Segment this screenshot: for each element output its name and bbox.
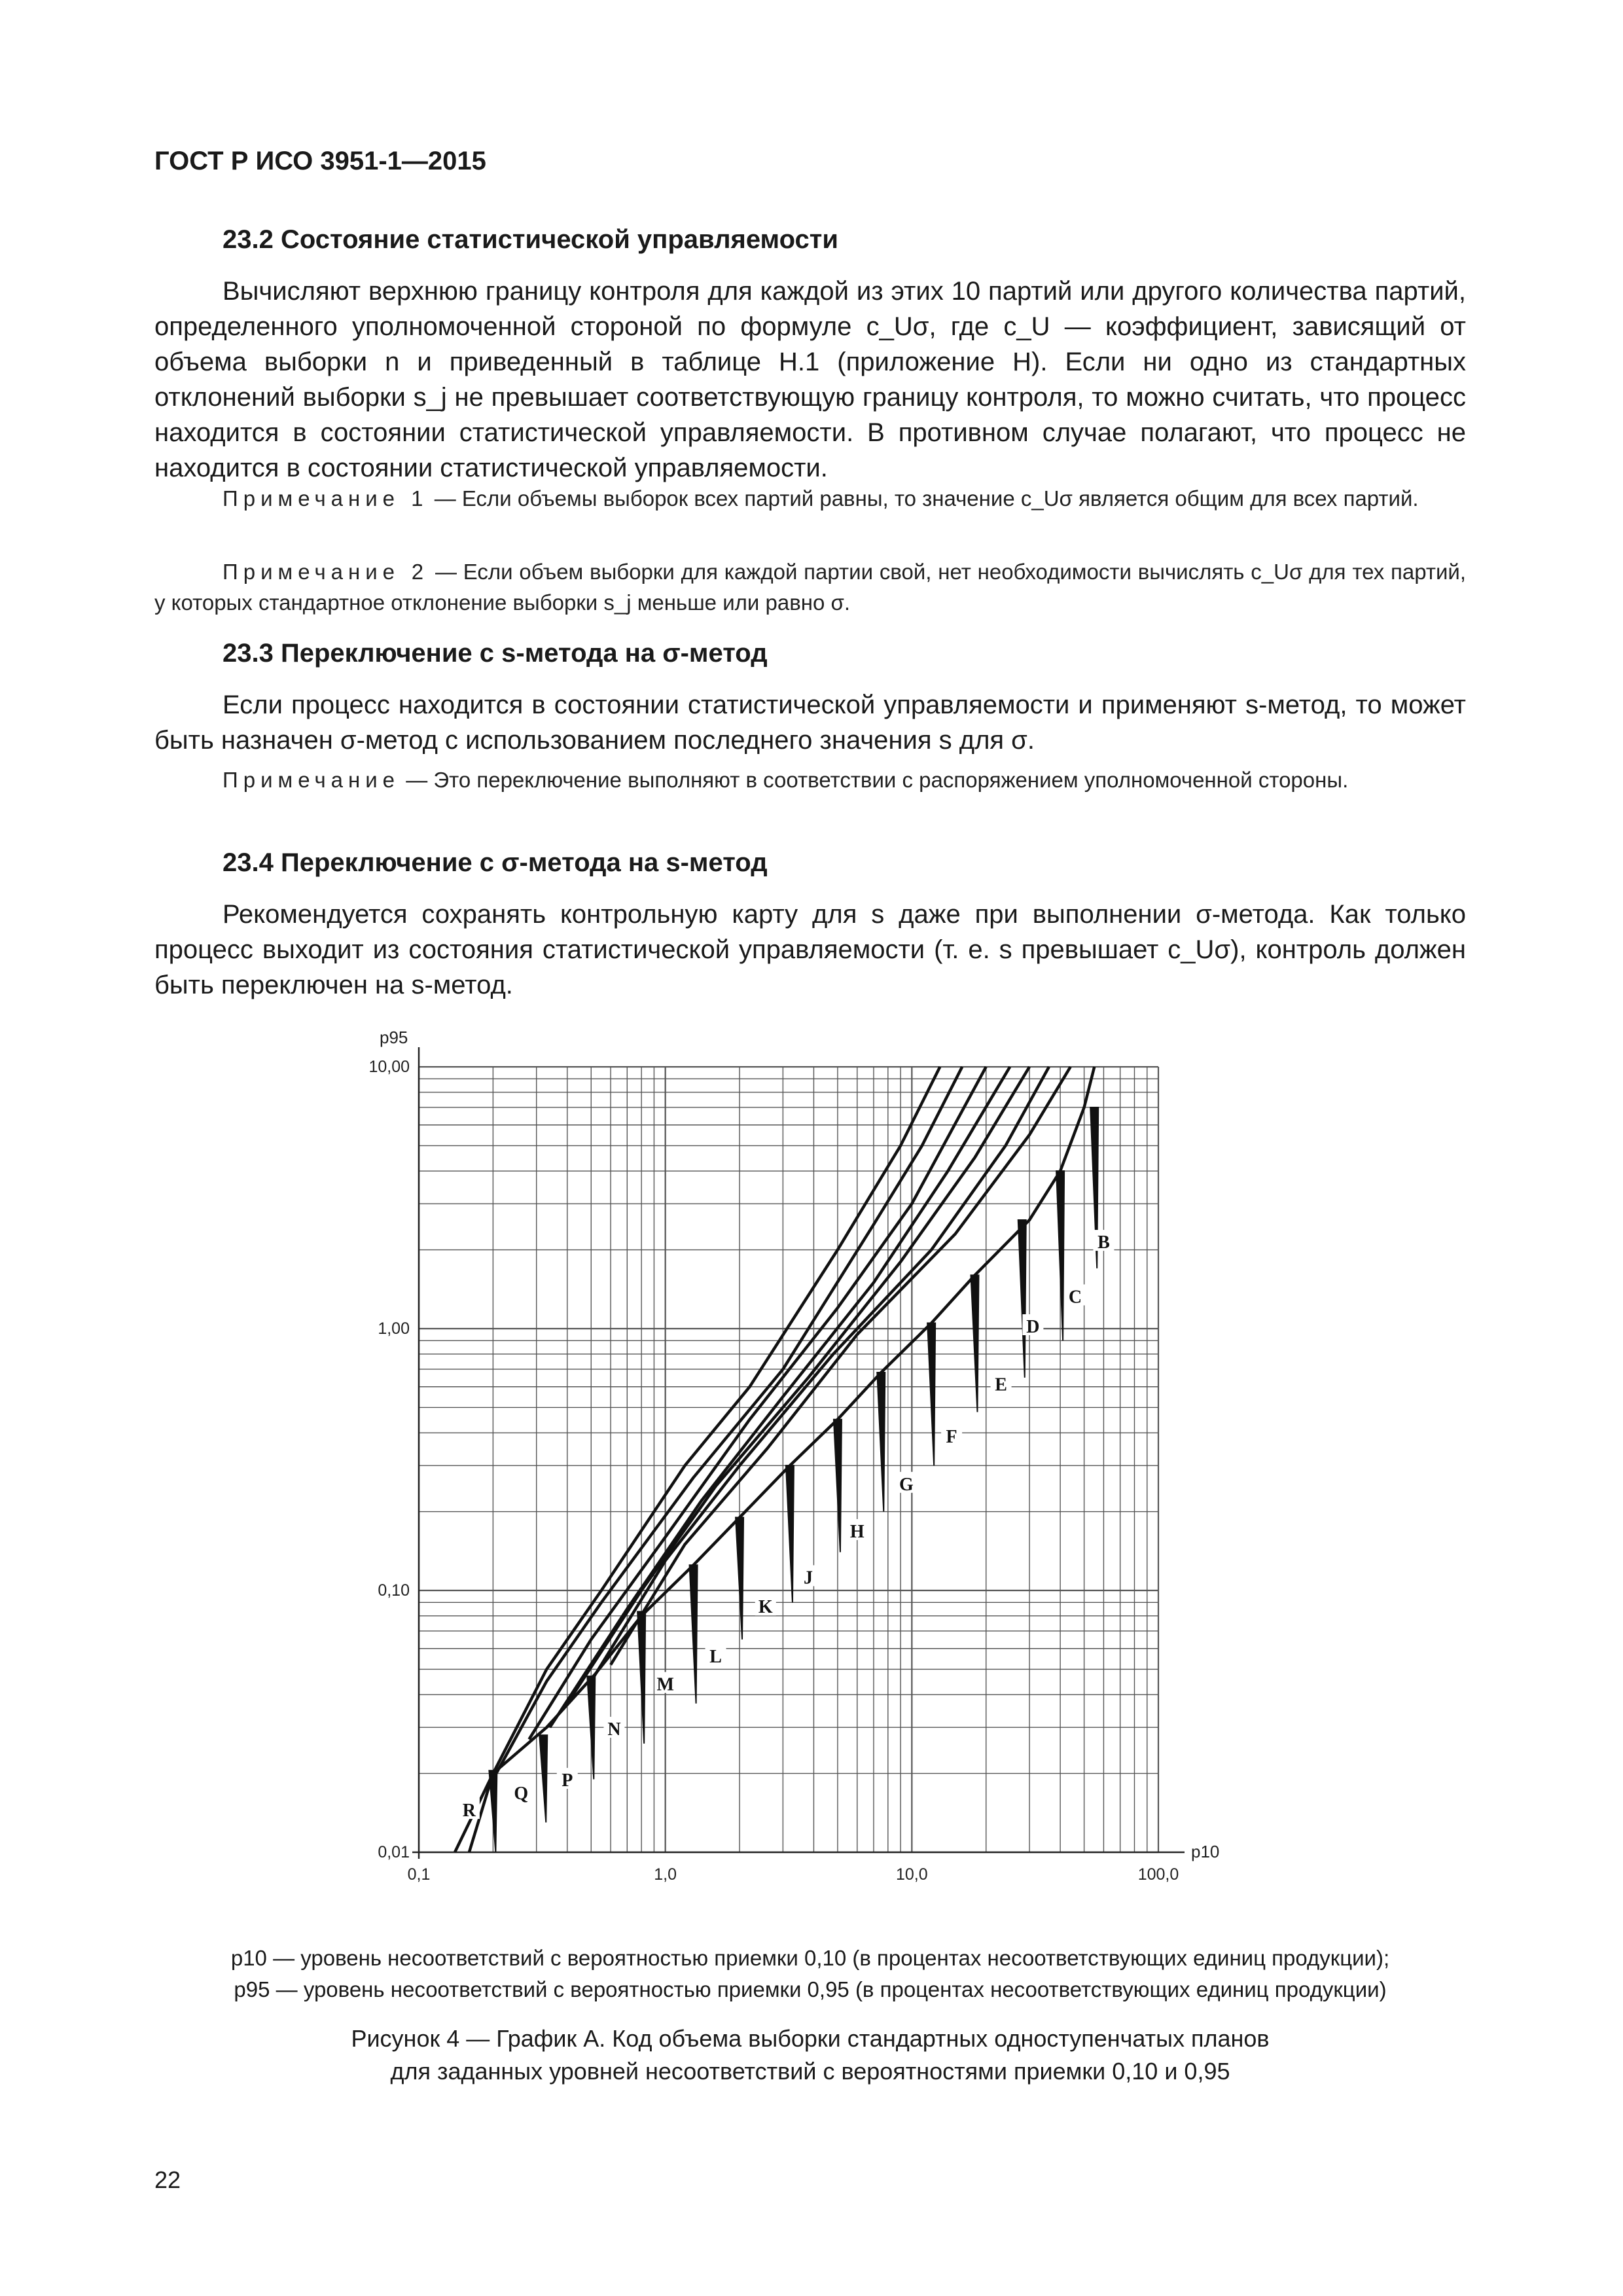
chart-grid: [412, 1047, 1185, 1859]
acceptance-curve: [469, 1067, 1094, 1852]
y-tick-label: 10,00: [368, 1058, 410, 1076]
x-tick-label: 10,0: [895, 1865, 928, 1884]
section-23-4-paragraph: Рекомендуется сохранять контрольную карту для s даже при выполнении σ-метода. Как только процесс выходит из состояния статистической управляемости (т. е. s превышает c_Uσ), контроль должен быть переключен на s-метод.: [154, 900, 1466, 999]
section-23-2-paragraph: Вычисляют верхнюю границу контроля для каждой из этих 10 партий или другого количества партий, определенного уполномоченной стороной по формуле c_Uσ, где c_U — коэффициент, зависящий от объема выборки n и приведенный в таблице Н.1 (приложение Н). Если ни одно из стандартных отклонений выборки s_j не превышает соответствующую границу контроля, то можно считать, что процесс находится в состоянии статистической управляемости. В противном случае полагают, что процесс не находится в состоянии статистической управляемости.: [154, 277, 1466, 482]
section-23-3-paragraph: Если процесс находится в состоянии статистической управляемости и применяют s-метод, то может быть назначен σ-метод с использованием последнего значения s для σ.: [154, 691, 1466, 755]
x-tick-label: 0,1: [407, 1865, 431, 1884]
acceptance-curve: [493, 1067, 962, 1780]
code-letter-H: H: [849, 1522, 865, 1543]
code-boundary-spike: [690, 1565, 698, 1703]
x-tick-label: 100,0: [1137, 1865, 1179, 1884]
note-2-label: Примечание 2: [223, 560, 429, 584]
note-23-3-label: Примечание: [223, 768, 401, 792]
chart-curves: [455, 1067, 1094, 1852]
code-letter-M: M: [656, 1674, 674, 1695]
code-letter-R: R: [462, 1801, 476, 1821]
note-23-3: [154, 764, 1466, 795]
acceptance-curve: [455, 1067, 940, 1852]
chart-letters: [459, 1230, 1115, 1821]
section-23-2-title: 23.2 Состояние статистической управляемости: [223, 225, 838, 254]
code-letter-K: K: [758, 1597, 773, 1618]
code-boundary-spike: [786, 1465, 794, 1602]
note-1-label: Примечание 1: [223, 486, 429, 511]
note-2-text: — Если объем выборки для каждой партии свой, нет необходимости вычислять c_Uσ для тех партий, у которых стандартное отклонение выборки s_j меньше или равно σ.: [154, 560, 1467, 615]
section-23-3-title: 23.3 Переключение с s-метода на σ-метод: [223, 639, 768, 668]
note-1-text: — Если объемы выборок всех партий равны, то значение c_Uσ является общим для всех партий.: [434, 486, 1419, 511]
section-23-4-title: 23.4 Переключение с σ-метода на s-метод: [223, 848, 768, 877]
code-letter-C: C: [1068, 1287, 1082, 1308]
code-boundary-spike: [971, 1275, 978, 1412]
x-axis-label: p10: [1191, 1842, 1220, 1861]
figure-caption-line-2: для заданных уровней несоответствий с вероятностями приемки 0,10 и 0,95: [390, 2058, 1230, 2085]
document-header: ГОСТ Р ИСО 3951-1—2015: [154, 147, 486, 175]
legend-line-2: p95 — уровень несоответствий с вероятностью приемки 0,95 (в процентах несоответствующих единиц продукции): [234, 1977, 1387, 2001]
x-tick-label: 1,0: [654, 1865, 677, 1884]
code-letter-J: J: [804, 1568, 813, 1588]
acceptance-curve: [529, 1067, 986, 1740]
y-axis-label: p95: [380, 1028, 408, 1047]
code-boundary-spike: [927, 1323, 935, 1466]
note-23-3-text: — Это переключение выполняют в соответствии с распоряжением уполномоченной стороны.: [406, 768, 1349, 792]
figure-caption-line-1: Рисунок 4 — График А. Код объема выборки стандартных одноступенчатых планов: [351, 2025, 1270, 2052]
code-letter-G: G: [899, 1474, 914, 1495]
y-tick-label: 0,10: [378, 1581, 410, 1600]
code-letter-L: L: [709, 1646, 722, 1667]
code-letter-D: D: [1026, 1317, 1040, 1337]
legend-line-1: p10 — уровень несоответствий с вероятностью приемки 0,10 (в процентах несоответствующих единиц продукции);: [230, 1946, 1390, 1970]
code-boundary-spike: [877, 1372, 885, 1512]
code-letter-N: N: [607, 1719, 621, 1740]
chart-spikes: [489, 1107, 1098, 1852]
code-boundary-spike: [539, 1735, 547, 1822]
note-1: [154, 483, 1466, 514]
code-letter-B: B: [1097, 1232, 1110, 1253]
code-letter-Q: Q: [514, 1784, 529, 1804]
note-2: [154, 556, 1466, 618]
y-tick-label: 1,00: [378, 1319, 410, 1338]
acceptance-curve: [591, 1067, 1049, 1681]
code-letter-F: F: [946, 1427, 957, 1448]
acceptance-curve: [550, 1067, 1010, 1727]
page-number: 22: [154, 2166, 181, 2193]
code-letter-E: E: [995, 1374, 1007, 1395]
code-letter-P: P: [562, 1770, 573, 1791]
acceptance-curve: [611, 1067, 1071, 1665]
p10-p95-chart: [366, 1021, 1230, 1911]
y-tick-label: 0,01: [378, 1843, 410, 1861]
